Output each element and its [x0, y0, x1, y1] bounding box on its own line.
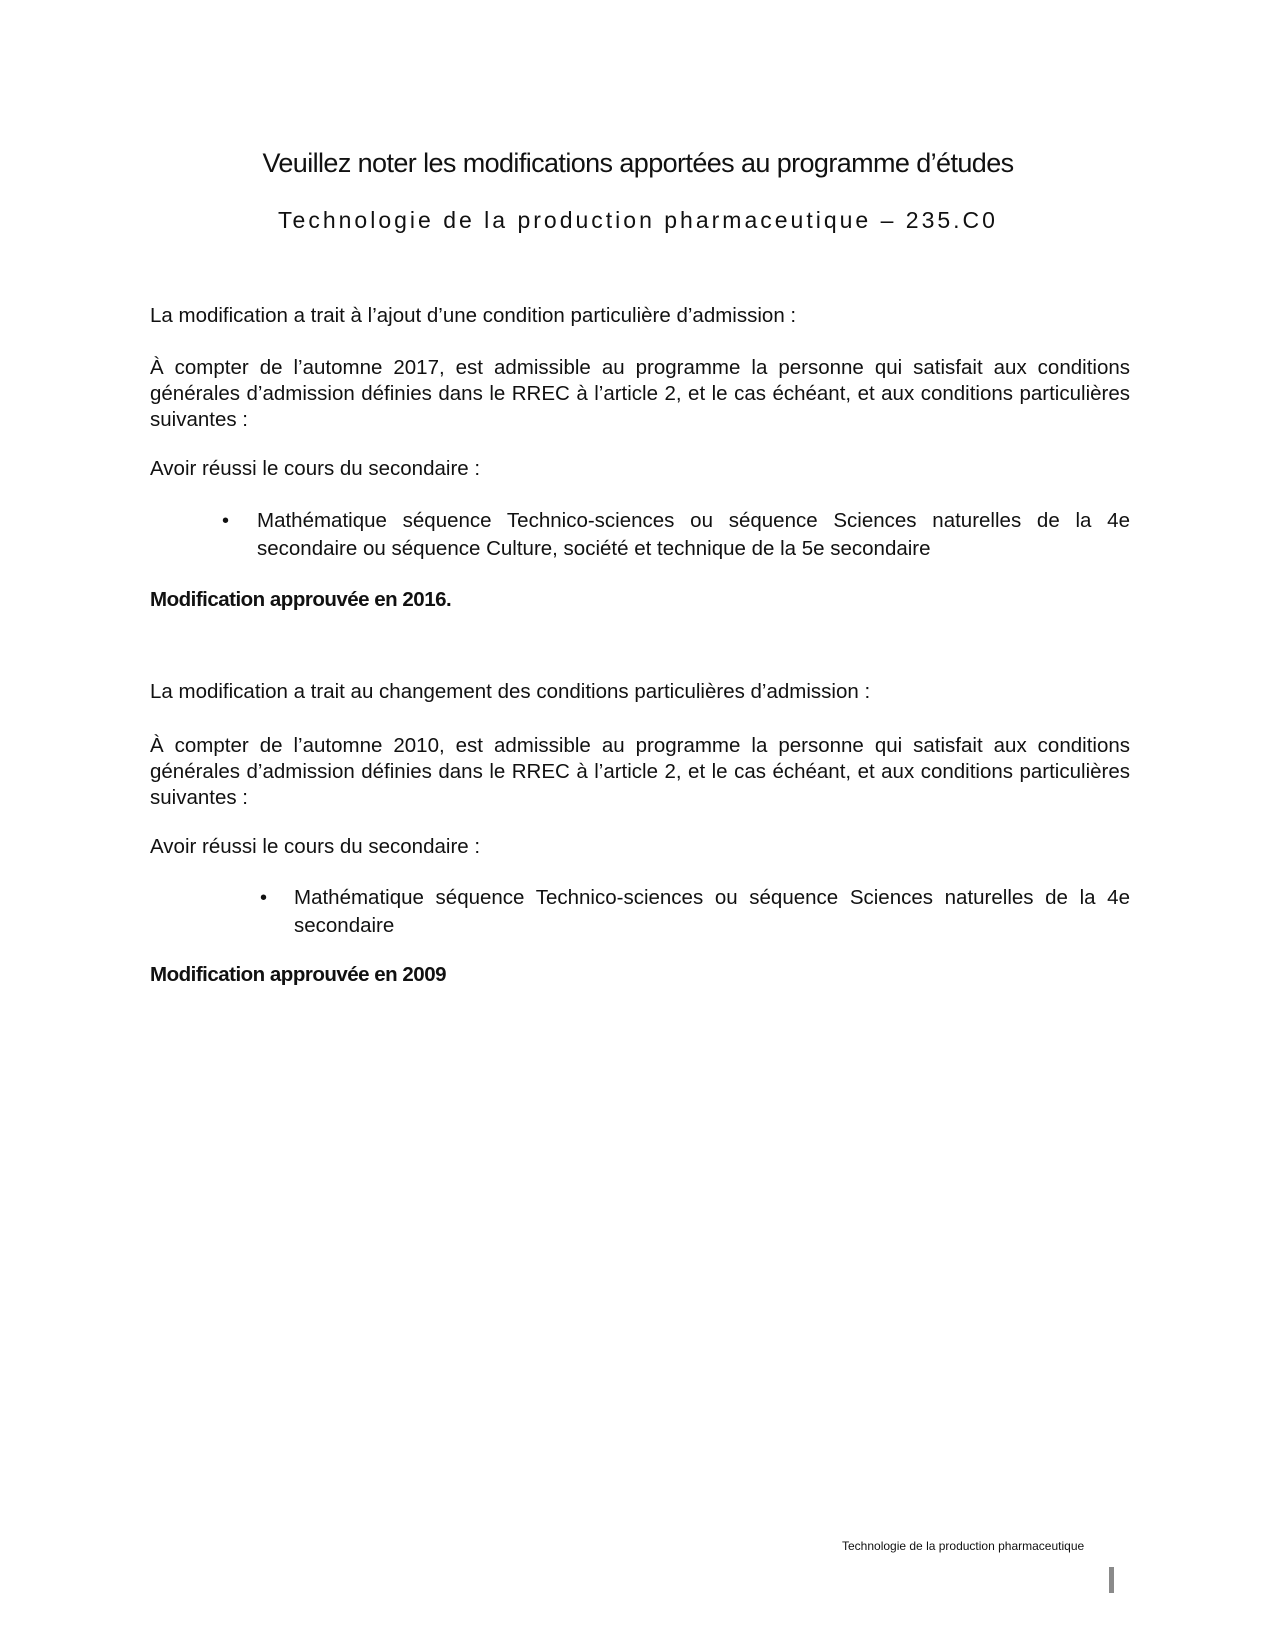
section2-approval: Modification approuvée en 2009: [150, 963, 446, 986]
section1-bullet-text: Mathématique séquence Technico-sciences ou séquence Sciences naturelles de la 4e secondaire ou séquence Culture, société et technique de la 5e secondaire: [257, 509, 1130, 560]
section2-requirement-intro: Avoir réussi le cours du secondaire :: [150, 835, 481, 858]
footer-text: Technologie de la production pharmaceutique: [842, 1539, 1085, 1553]
section1-requirement-intro: Avoir réussi le cours du secondaire :: [150, 457, 481, 480]
section2-bullet-text: Mathématique séquence Technico-sciences ou séquence Sciences naturelles de la 4e secondaire: [294, 886, 1130, 937]
section2-paragraph: À compter de l’automne 2010, est admissible au programme la personne qui satisfait aux conditions générales d’admission définies dans le RREC à l’article 2, et le cas échéant, et aux conditions particulières suivantes :: [150, 734, 1130, 809]
bullet-icon: •: [260, 887, 268, 909]
page-subtitle: Technologie de la production pharmaceutique – 235.C0: [278, 207, 998, 233]
section2-intro: La modification a trait au changement des conditions particulières d’admission :: [150, 680, 871, 703]
section1-approval: Modification approuvée en 2016.: [150, 588, 452, 611]
page-title: Veuillez noter les modifications apportées au programme d’études: [262, 148, 1014, 178]
bullet-icon: •: [222, 510, 230, 532]
footer-page-marker: [1109, 1567, 1114, 1593]
section1-intro: La modification a trait à l’ajout d’une condition particulière d’admission :: [150, 304, 797, 327]
section1-paragraph: À compter de l’automne 2017, est admissible au programme la personne qui satisfait aux conditions générales d’admission définies dans le RREC à l’article 2, et le cas échéant, et aux conditions particulières suivantes :: [150, 356, 1130, 431]
